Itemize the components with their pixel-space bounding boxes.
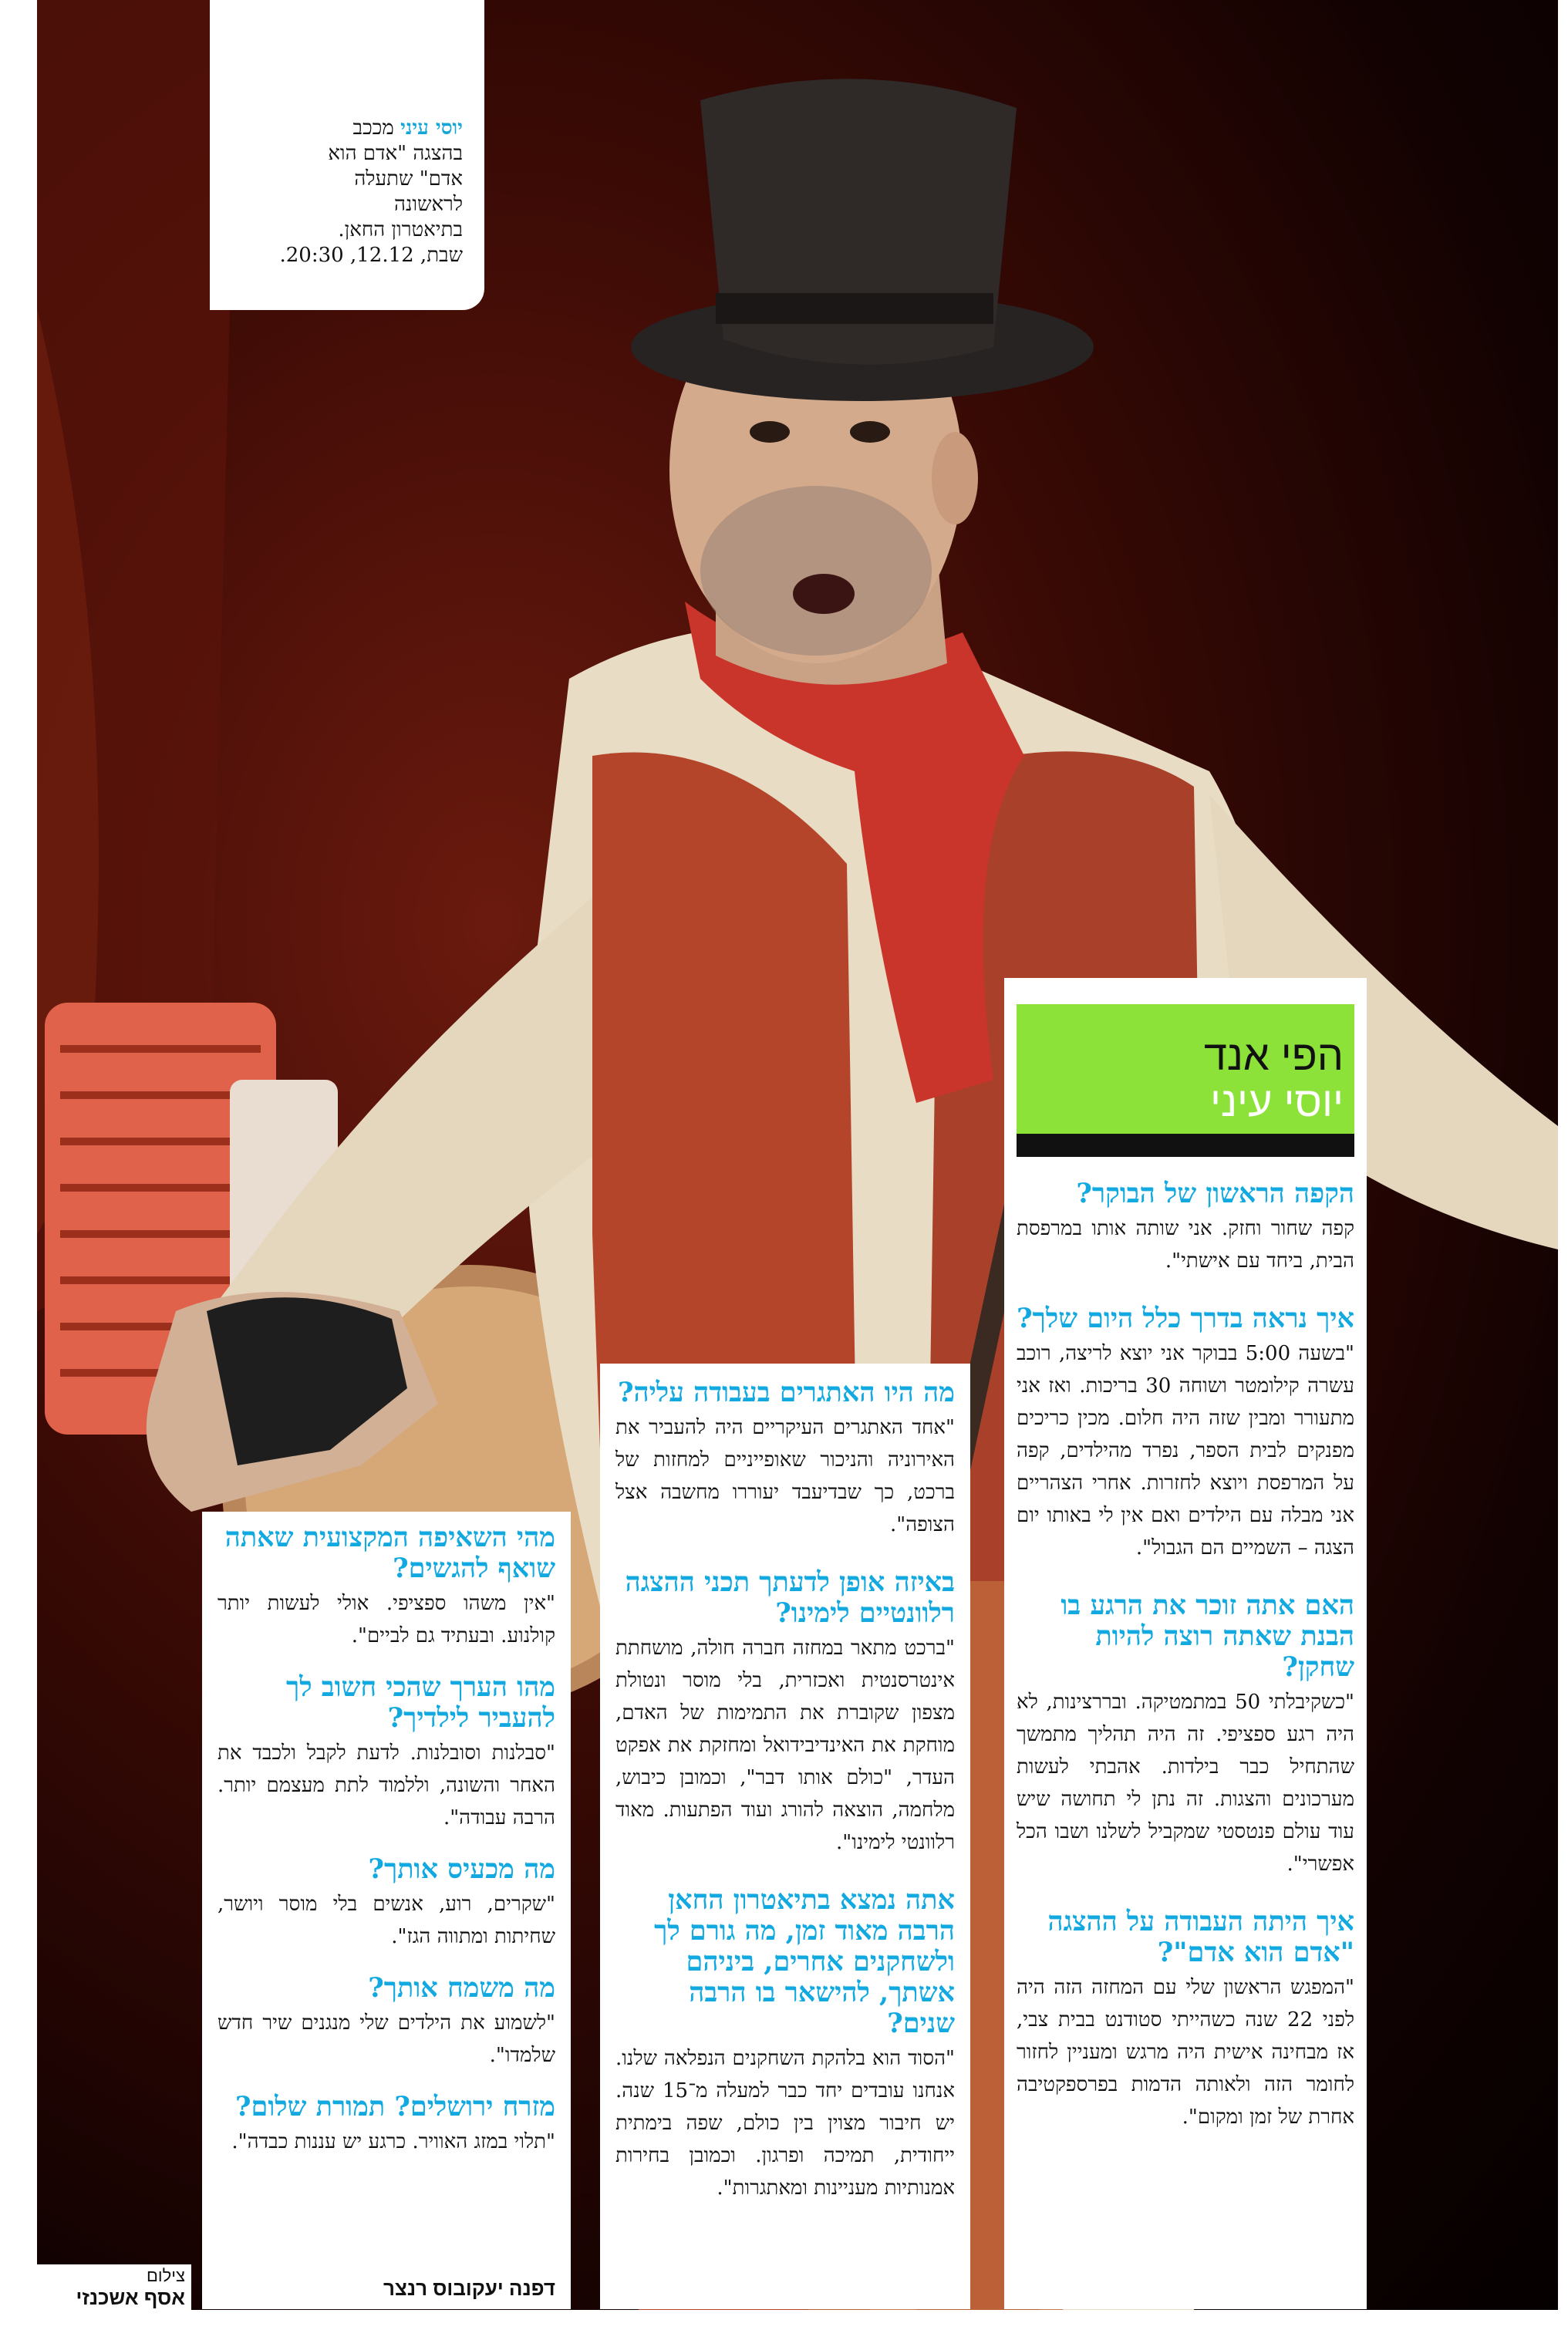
byline: דפנה יעקובוס רנצר: [383, 2277, 555, 2300]
answer: "לשמוע את הילדים שלי מנגנים שיר חדש שלמדו".: [217, 2011, 555, 2067]
header-bar: [1017, 1134, 1354, 1157]
left-column: [202, 1512, 571, 2309]
qa-block: [1017, 1178, 1354, 1277]
credit-line: שבת, 12.12, 20:30.: [279, 244, 463, 267]
photo-credit-name: אסף אשכנזי: [76, 2286, 185, 2309]
qa-block: [217, 1672, 555, 1834]
question: מזרח ירושלים? תמורת שלום?: [234, 2091, 555, 2123]
qa-block: [1017, 1303, 1354, 1564]
section-header: [1017, 989, 1354, 1174]
answer: "סבלנות וסובלנות. לדעת לקבל ולכבד את האחר והשונה, וללמוד לתת מעצמם יותר. הרבה עבודה".: [217, 1742, 555, 1829]
question: איך היתה העבודה על ההצגה "אדם הוא אדם"?: [1047, 1906, 1354, 1968]
qa-block: [615, 1885, 955, 2204]
question: מה היו האתגרים בעבודה עליה?: [617, 1377, 955, 1408]
middle-column: [600, 1364, 970, 2309]
answer: "תלוי במזג האוויר. כרגע יש עננות כבדה".: [231, 2130, 555, 2153]
credit-name: יוסי עיני: [400, 116, 463, 140]
answer: "הסוד הוא בלהקת השחקנים הנפלאה שלנו. אנחנו עובדים יחד כבר למעלה מ־15 שנה. יש חיבור מצוין בין כולם, שפה בימתית ייחודית, תמיכה ופרגון. וכמובן בחירות אמנותיות מעניינות ומאתגרות".: [615, 2047, 955, 2200]
question: אתה נמצא בתיאטרון החאן הרבה מאוד זמן, מה גורם לך ולשחקנים אחרים, ביניהם אשתך, להישאר בו הרבה שנים?: [654, 1884, 955, 2039]
answer: קפה שחור וחזק. אני שותה אותו במרפסת הבית, ביחד עם אישתי".: [1017, 1217, 1354, 1273]
question: מהי השאיפה המקצועית שאתה שואף להגשים?: [224, 1522, 555, 1584]
question: הקפה הראשון של הבוקר?: [1076, 1178, 1354, 1209]
qa-block: [217, 1973, 555, 2072]
photo-credit-label: צילום: [147, 2266, 185, 2285]
qa-block: [217, 1522, 555, 1652]
answer: "אין משהו ספציפי. אולי לעשות יותר קולנוע. ובעתיד גם לביים".: [217, 1592, 555, 1647]
credit-line: בהצגה "אדם הוא: [328, 142, 463, 165]
question: איך נראה בדרך כלל היום שלך?: [1017, 1303, 1354, 1334]
answer: "בשעה 5:00 בבוקר אני יוצא לריצה, רוכב עשרה קילומטר ושוחה 30 בריכות. ואז אני מתעורר ומבין שזה היה חלום. מכין כריכים מפנקים לבית הספר, נפרד מהילדים, קפה על המרפסת ויוצא לחזרות. אחרי הצהריים אני מבלה עם הילדים ואם אין לי באותו יום הצגה – השמיים הם הגבול".: [1017, 1342, 1354, 1559]
question: באיזה אופן לדעתך תכני ההצגה רלוונטיים לימינו?: [625, 1566, 955, 1629]
answer: "כשקיבלתי 50 במתמטיקה. ובררצינות, לא היה רגע ספציפי. זה היה תהליך מתמשך שהתחיל כבר בילדות. אהבתי לעשות מערכונים והצגות. זה נתן לי תחושה שיש עוד עולם פנטסטי שמקביל לשלנו ושבו הכל אפשרי".: [1017, 1691, 1355, 1876]
credit-line: אדם" שתעלה: [354, 167, 463, 191]
qa-block: [615, 1377, 955, 1541]
qa-block: [615, 1567, 955, 1859]
question: מהו הערך שהכי חשוב לך להעביר לילדיך?: [286, 1671, 555, 1734]
answer: "אחד האתגרים העיקריים היה להעביר את האירוניה והניכור שאופייניים למחזות של ברכט, כך שבדיעבד יעוררו מחשבה אצל הצופה".: [615, 1416, 955, 1536]
answer: "שקרים, רוע, אנשים בלי מוסר ויושר, שחיתות ומתווה הגז".: [217, 1893, 555, 1948]
qa-block: [217, 2092, 555, 2158]
credit-line: בתיאטרון החאן.: [338, 218, 463, 241]
header-title: הפי אנד: [1203, 1033, 1344, 1079]
qa-block: [1017, 1907, 1354, 2133]
event-credit-box: [210, 0, 484, 310]
answer: "ברכט מתאר במחזה חברה חולה, מושחתת אינטרסנטית ואכזרית, בלי מוסר ונטולת מצפון שקוברת את התמימות של האדם, מוחקת את האינדיבידואל ומחזקת את אפקט העדר, "כולם אותו דבר", וכמובן כיבוש, מלחמה, הוצאה להורג ועוד הפתעות. מאוד רלוונטי לימינו".: [615, 1637, 955, 1854]
question: האם אתה זוכר את הרגע בו הבנת שאתה רוצה להיות שחקן?: [1061, 1590, 1354, 1683]
credit-line: מככב: [352, 116, 394, 140]
right-column-text: [1017, 1178, 1354, 2309]
header-subtitle: יוסי עיני: [1210, 1079, 1344, 1125]
photo-credit: [37, 2264, 191, 2314]
qa-block: [217, 1854, 555, 1953]
question: מה מכעיס אותך?: [368, 1853, 555, 1885]
qa-block: [1017, 1590, 1354, 1880]
question: מה משמח אותך?: [368, 1972, 555, 2004]
credit-line: לראשונה: [393, 193, 463, 216]
answer: "המפגש הראשון שלי עם המחזה הזה היה לפני 22 שנה כשהייתי סטודנט בבית צבי, אז מבחינה אישית היה מרגש ומעניין לחזור לחומר הזה ולאותה הדמות בפרספקטיבה אחרת של זמן ומקום".: [1017, 1976, 1354, 2129]
